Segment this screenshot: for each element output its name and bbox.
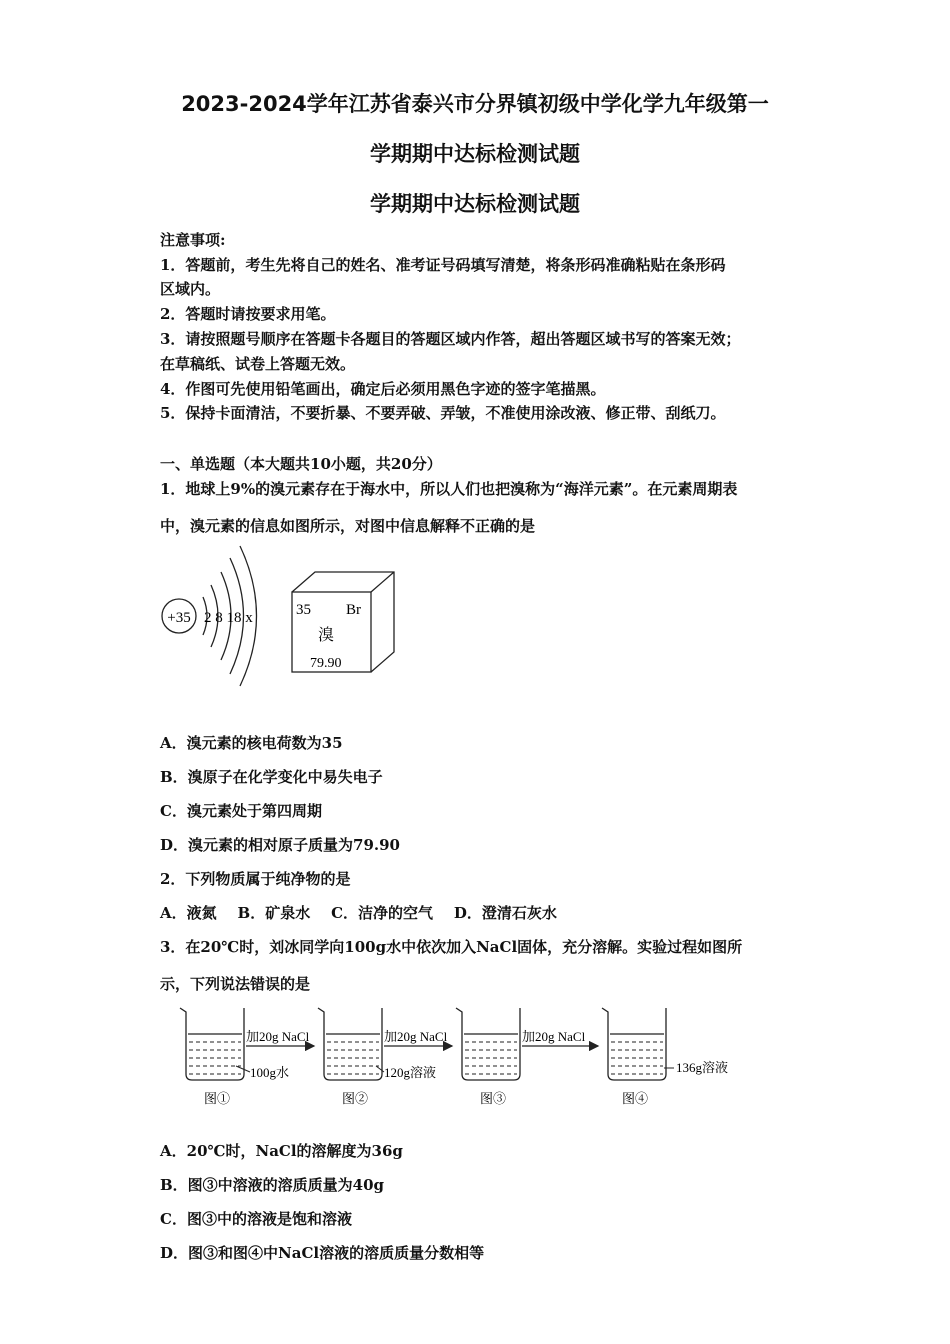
electron-shells: 2 8 18 x [204,610,253,626]
notice-item: 2．答题时请按要求用笔。 [160,305,336,323]
notice-item: 在草稿纸、试卷上答题无效。 [160,355,356,373]
question-1-stem-line-1: 1．地球上9%的溴元素存在于海水中，所以人们也把溴称为“海洋元素”。在元素周期表 [160,480,738,498]
question-3-stem-line-1: 3．在20℃时，刘冰同学向100g水中依次加入NaCl固体，充分溶解。实验过程如图所 [160,938,743,956]
question-1-stem-line-2: 中，溴元素的信息如图所示，对图中信息解释不正确的是 [160,517,536,535]
dissolving-experiment-figure [170,1000,770,1112]
arrow-2-label: 加20g NaCl [384,1029,448,1044]
title-line-1: 2023-2024学年江苏省泰兴市分界镇初级中学化学九年级第一 [181,92,769,116]
title-line-3: 学期期中达标检测试题 [370,192,580,216]
notice-heading: 注意事项: [160,231,226,249]
caption-figure-3: 图③ [480,1091,507,1106]
nucleus-charge: +35 [167,610,191,626]
beaker-1 [180,1008,244,1080]
notice-item: 5．保持卡面清洁，不要折暴、不要弄破、弄皱，不准使用涂改液、修正带、刮纸刀。 [160,404,726,422]
beaker-4-label: 136g溶液 [676,1060,729,1075]
atomic-mass: 79.90 [310,656,342,671]
beaker-4 [602,1008,666,1080]
beaker-2-label: 120g溶液 [384,1065,437,1080]
question-3-stem-line-2: 示，下列说法错误的是 [160,975,311,993]
question-1-option-c: C．溴元素处于第四周期 [160,802,322,820]
question-1-option-b: B．溴原子在化学变化中易失电子 [160,768,383,786]
question-1-option-a: A．溴元素的核电荷数为35 [160,734,343,752]
bromine-figure [155,540,405,695]
caption-figure-1: 图① [204,1091,231,1106]
beaker-3 [456,1008,520,1080]
question-2-options: A．液氮 B．矿泉水 C．洁净的空气 D．澄清石灰水 [160,904,557,922]
caption-figure-2: 图② [342,1091,369,1106]
arrow-1-label: 加20g NaCl [246,1029,310,1044]
notice-item: 区域内。 [160,280,221,298]
question-3-option-c: C．图③中的溶液是饱和溶液 [160,1210,352,1228]
question-2-stem: 2．下列物质属于纯净物的是 [160,870,351,888]
element-symbol: Br [346,602,361,618]
section-heading: 一、单选题（本大题共10小题，共20分） [160,455,442,473]
notice-item: 1．答题前，考生先将自己的姓名、准考证号码填写清楚，将条形码准确粘贴在条形码 [160,256,726,274]
question-3-option-d: D．图③和图④中NaCl溶液的溶质质量分数相等 [160,1244,485,1262]
question-3-option-b: B．图③中溶液的溶质质量为40g [160,1176,385,1194]
question-1-option-d: D．溴元素的相对原子质量为79.90 [160,836,400,854]
atomic-number: 35 [296,602,311,618]
element-name: 溴 [318,627,335,644]
notice-item: 4．作图可先使用铅笔画出，确定后必须用黑色字迹的签字笔描黑。 [160,380,606,398]
caption-figure-4: 图④ [622,1091,649,1106]
arrow-3-label: 加20g NaCl [522,1029,586,1044]
element-cell-box [292,572,394,672]
beaker-1-label: 100g水 [250,1065,290,1080]
notice-item: 3．请按照题号顺序在答题卡各题目的答题区域内作答，超出答题区域书写的答案无效； [160,330,741,348]
beaker-2 [318,1008,382,1080]
question-3-option-a: A．20℃时，NaCl的溶解度为36g [160,1142,403,1160]
title-line-2: 学期期中达标检测试题 [370,142,580,166]
